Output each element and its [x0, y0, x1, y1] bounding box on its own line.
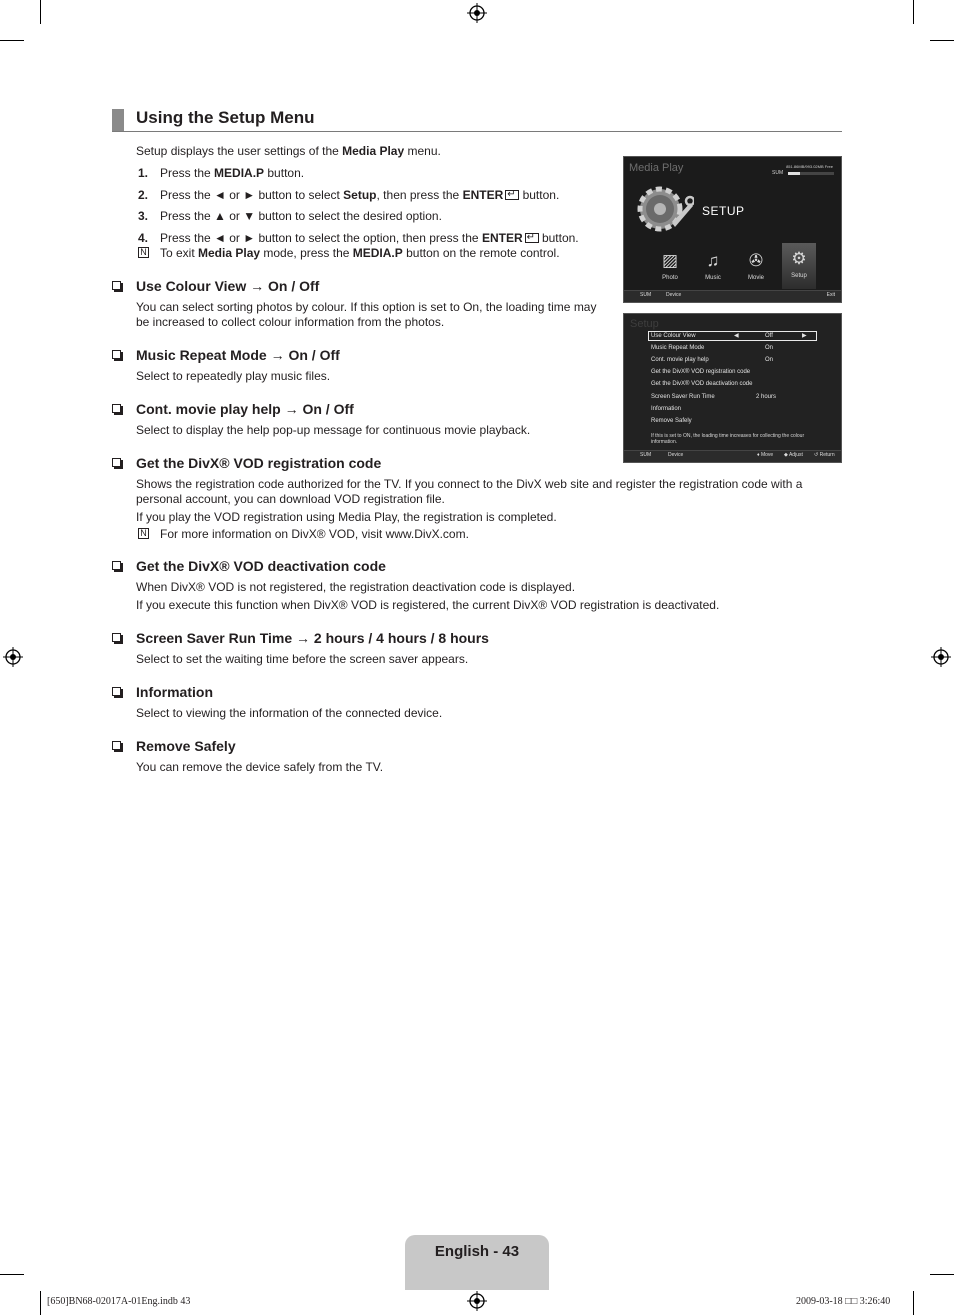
section-body: Shows the registration code authorized for the TV. If you connect to the DivX web site and register the registration code with a personal account, you can download VOD registration file. — [136, 477, 803, 506]
setup-screenshot — [623, 313, 842, 463]
adjust-hint: ◆ Adjust — [784, 452, 803, 458]
note-icon: N — [138, 247, 149, 258]
setup-row-label[interactable]: Get the DivX® VOD deactivation code — [651, 381, 753, 387]
section-body: Select to set the waiting time before the screen saver appears. — [136, 652, 469, 666]
registration-mark-icon — [931, 647, 951, 667]
registration-mark-icon — [467, 3, 487, 23]
setup-row-label[interactable]: Music Repeat Mode — [651, 345, 705, 351]
step-number: 3. — [138, 209, 149, 223]
move-hint: ♦ Move — [757, 452, 774, 458]
photo-label: Photo — [662, 275, 678, 281]
section-body: Select to viewing the information of the connected device. — [136, 706, 443, 720]
setup-row-value: On — [765, 357, 774, 363]
footer-tab-device[interactable]: Device — [666, 292, 682, 298]
intro-post: menu. — [404, 144, 441, 158]
note-text: button on the remote control. — [402, 246, 560, 260]
step-text: button. — [519, 188, 560, 202]
section-body: If you play the VOD registration using Media Play, the registration is completed. — [136, 510, 557, 524]
crop-mark — [930, 40, 954, 41]
setup-row-label[interactable]: Get the DivX® VOD registration code — [651, 369, 751, 375]
checkbox-icon — [112, 687, 121, 696]
arrow-right-icon: ▶ — [802, 333, 807, 339]
section-body: Select to repeatedly play music files. — [136, 369, 331, 383]
section-heading: Information — [136, 684, 213, 700]
checkbox-icon — [112, 633, 121, 642]
music-glyph: ♫ — [706, 251, 720, 270]
arrow-left-icon: ◀ — [734, 333, 739, 339]
photo-icon[interactable] — [653, 249, 687, 289]
step-text: Press the ◄ or ► button to select the option, then press the — [160, 231, 482, 245]
checkbox-icon — [112, 350, 121, 359]
enter-icon — [525, 233, 539, 243]
setup-row-label[interactable]: Use Colour View — [651, 333, 696, 339]
device-sum-label: SUM — [772, 170, 784, 176]
step-4 — [160, 231, 579, 246]
section-heading: Remove Safely — [136, 738, 236, 754]
step-number: 2. — [138, 188, 149, 202]
step-text: button. — [264, 166, 305, 180]
note-text: To exit — [160, 246, 199, 260]
step-number: 1. — [138, 166, 149, 180]
setup-glyph: ⚙ — [791, 249, 807, 268]
footer-tab-device[interactable]: Device — [668, 452, 684, 458]
step-2 — [160, 188, 559, 203]
title-marker — [112, 109, 124, 131]
return-label: Return — [819, 452, 835, 458]
setup-row-value: On — [765, 345, 774, 351]
exit-hint: Exit — [826, 292, 835, 298]
section-heading: Use Colour View → On / Off — [136, 278, 320, 294]
return-hint: ↺ Return — [814, 452, 835, 458]
media-play-title: Media Play — [629, 162, 684, 174]
setup-icon-label: Setup — [791, 273, 807, 279]
note-bold: MEDIA.P — [352, 246, 403, 260]
media-play-footer — [624, 290, 841, 302]
checkbox-icon — [112, 458, 121, 467]
step-bold: ENTER — [462, 188, 504, 202]
crop-mark — [913, 1291, 914, 1315]
crop-mark — [913, 0, 914, 24]
crop-mark — [0, 40, 24, 41]
note-text: mode, press the — [260, 246, 353, 260]
section-body: Select to display the help pop-up message for continuous movie playback. — [136, 423, 531, 437]
date-slug: 2009-03-18 □□ 3:26:40 — [796, 1296, 891, 1307]
checkbox-icon — [112, 404, 121, 413]
setup-footer — [624, 450, 841, 462]
step-text: , then press the — [376, 188, 463, 202]
page-number-tab — [405, 1235, 549, 1290]
section-heading: Get the DivX® VOD deactivation code — [136, 558, 386, 574]
setup-row-label[interactable]: Cont. movie play help — [651, 357, 709, 363]
setup-row-value: Off — [765, 333, 773, 339]
free-space-label: 851.86MB/993.02MB Free — [786, 164, 833, 169]
intro-text — [136, 144, 441, 159]
checkbox-icon — [112, 281, 121, 290]
note-icon: N — [138, 528, 149, 539]
step-text: Press the — [160, 166, 215, 180]
gear-icon[interactable] — [782, 243, 816, 289]
section-heading: Music Repeat Mode → On / Off — [136, 347, 340, 363]
step-3 — [160, 209, 442, 224]
setup-row-label[interactable]: Remove Safely — [651, 418, 692, 424]
crop-mark — [930, 1274, 954, 1275]
adjust-label: Adjust — [788, 452, 803, 458]
step-text: button. — [538, 231, 579, 245]
setup-gear-icon — [634, 183, 694, 239]
section-heading: Screen Saver Run Time → 2 hours / 4 hours / 8 hours — [136, 630, 489, 646]
section-body: If you execute this function when DivX® VOD is registered, the current DivX® VOD registration is deactivated. — [136, 598, 720, 612]
crop-mark — [40, 0, 41, 24]
move-label: Move — [760, 452, 774, 458]
music-label: Music — [705, 275, 721, 281]
step-number: 4. — [138, 231, 149, 245]
title-rule — [112, 131, 842, 132]
setup-row-value: 2 hours — [756, 394, 777, 400]
step-bold: MEDIA.P — [214, 166, 265, 180]
checkbox-icon — [112, 741, 121, 750]
section-body: You can select sorting photos by colour. If this option is set to On, the loading time may be increased to collect colour information from the photos. — [136, 300, 597, 329]
registration-mark-icon — [3, 647, 23, 667]
file-slug: [650]BN68-02017A-01Eng.indb 43 — [47, 1296, 191, 1307]
step-text: Press the ◄ or ► button to select — [160, 188, 344, 202]
section-heading: Cont. movie play help → On / Off — [136, 401, 354, 417]
footer-tab-sum[interactable]: SUM — [640, 292, 652, 298]
page-title: Using the Setup Menu — [136, 108, 315, 127]
media-play-screenshot — [623, 156, 842, 303]
music-icon[interactable] — [696, 249, 730, 289]
setup-row-label[interactable]: Information — [651, 406, 682, 412]
step-bold: ENTER — [481, 231, 523, 245]
section-body: You can remove the device safely from the TV. — [136, 760, 384, 774]
setup-label: SETUP — [702, 204, 745, 218]
page-number: English - 43 — [434, 1243, 520, 1260]
intro-pre: Setup displays the user settings of the — [136, 144, 343, 158]
step-1 — [160, 166, 304, 181]
section-heading: Get the DivX® VOD registration code — [136, 455, 382, 471]
movie-glyph: ✇ — [748, 251, 764, 270]
storage-usage-bar — [788, 172, 834, 175]
registration-mark-icon — [467, 1291, 487, 1311]
note-bold: Media Play — [198, 246, 261, 260]
footer-tab-sum[interactable]: SUM — [640, 452, 652, 458]
step-text: Press the ▲ or ▼ button to select the desired option. — [160, 209, 442, 223]
section-note: For more information on DivX® VOD, visit www.DivX.com. — [160, 527, 469, 541]
note-exit — [160, 246, 560, 261]
setup-help-text: If this is set to ON, the loading time increases for collecting the colour information. — [651, 433, 805, 445]
section-body: When DivX® VOD is not registered, the registration deactivation code is displayed. — [136, 580, 576, 594]
step-bold: Setup — [343, 188, 377, 202]
setup-screen-title: Setup — [630, 318, 659, 330]
setup-row-label[interactable]: Screen Saver Run Time — [651, 394, 715, 400]
intro-bold: Media Play — [342, 144, 405, 158]
movie-label: Movie — [747, 275, 764, 281]
storage-usage-fill — [788, 172, 800, 175]
movie-icon[interactable] — [739, 249, 773, 289]
crop-mark — [40, 1291, 41, 1315]
enter-icon — [505, 190, 519, 200]
crop-mark — [0, 1274, 24, 1275]
checkbox-icon — [112, 561, 121, 570]
photo-glyph: ▨ — [661, 251, 679, 270]
